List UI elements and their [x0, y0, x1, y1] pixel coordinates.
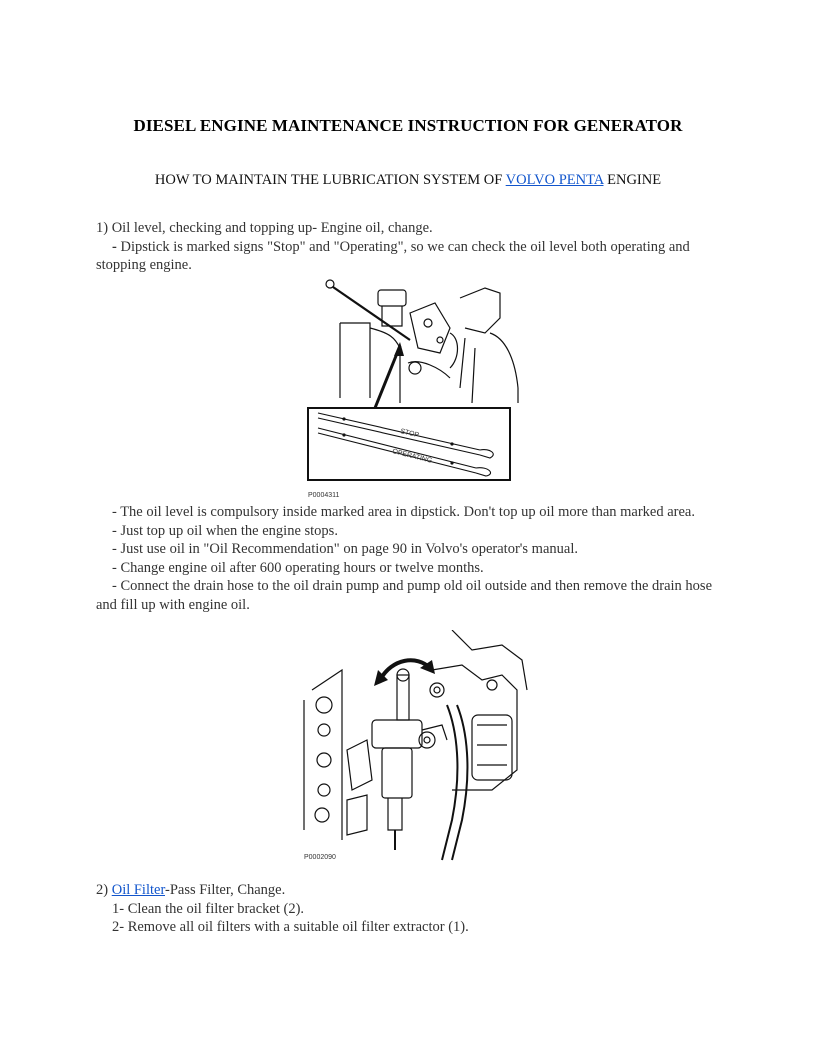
- dash-mark: -: [112, 238, 117, 255]
- dipstick-illustration: [300, 278, 522, 500]
- bullet-2: - Just top up oil when the engine stops.: [112, 522, 338, 539]
- step-2: 2- Remove all oil filters with a suitable oil filter extractor (1).: [112, 919, 469, 935]
- subtitle: [0, 172, 816, 189]
- oil-filter-link[interactable]: Oil Filter: [111, 882, 165, 898]
- bullet-4: - Change engine oil after 600 operating hours or twelve months.: [112, 559, 484, 576]
- section2-prefix: 2): [96, 882, 112, 898]
- dipstick-paragraph: [96, 239, 690, 274]
- subtitle-suffix: ENGINE: [603, 172, 662, 188]
- section2-heading: [96, 882, 285, 898]
- oil-pump-illustration: [302, 630, 528, 862]
- page-title: DIESEL ENGINE MAINTENANCE INSTRUCTION FOR GENERATOR: [133, 116, 683, 135]
- step-1: 1- Clean the oil filter bracket (2).: [112, 900, 305, 917]
- section2-suffix: -Pass Filter, Change.: [165, 882, 286, 898]
- section1-intro: [96, 219, 716, 275]
- bullet-5: - Connect the drain hose to the oil drain pump and pump old oil outside and then remove the drain hose and fill up with engine oil.: [96, 578, 713, 613]
- volvo-penta-link[interactable]: VOLVO PENTA: [505, 172, 604, 188]
- bullet-1: - The oil level is compulsory inside marked area in dipstick. Don't top up oil more than marked area.: [112, 504, 695, 520]
- stop-label: STOP: [399, 428, 420, 440]
- subtitle-prefix: HOW TO MAINTAIN THE LUBRICATION SYSTEM OF: [154, 172, 506, 188]
- operating-label: OPERATING: [391, 448, 433, 465]
- section1-heading: 1) Oil level, checking and topping up- Engine oil, change.: [96, 220, 433, 236]
- figure1-caption: P0004311: [308, 492, 340, 499]
- bullet-3: - Just use oil in "Oil Recommendation" on page 90 in Volvo's operator's manual.: [112, 541, 578, 557]
- section1-bullets: [96, 503, 716, 614]
- section2: [96, 881, 716, 937]
- figure2-caption: P0002090: [304, 854, 336, 861]
- dipstick-text: Dipstick is marked signs "Stop" and "Operating", so we can check the oil level both operating and stopping engine.: [96, 238, 690, 273]
